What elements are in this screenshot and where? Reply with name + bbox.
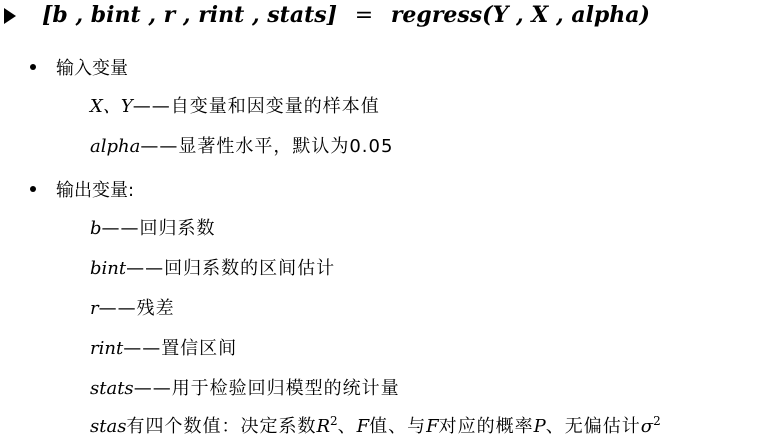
output-desc: ——用于检验回归模型的统计量 (133, 378, 400, 399)
bullet-icon (30, 186, 36, 192)
inputs-heading: 输入变量 (56, 58, 128, 79)
stats-note-text: 、无偏估计 (545, 416, 641, 437)
input-var: alpha (90, 136, 141, 157)
stats-note-text: 对应的概率 (438, 416, 534, 437)
formula-call: regress(Y , X , alpha) (390, 2, 650, 28)
output-var: r (90, 298, 99, 319)
output-item-stats (90, 374, 400, 400)
output-item-r (90, 294, 175, 320)
stats-note-text: 值、与 (369, 416, 427, 437)
stats-note-r: R (316, 416, 331, 437)
outputs-heading: 输出变量: (56, 180, 135, 201)
input-item-alpha (90, 132, 393, 158)
input-var: X、Y (90, 96, 133, 117)
output-var: rint (90, 338, 124, 359)
output-var: bint (90, 258, 127, 279)
stats-note-f: F (356, 416, 370, 437)
input-desc: ——显著性水平，默认为0.05 (140, 136, 394, 157)
output-item-bint (90, 254, 335, 280)
formula-equals: = (354, 3, 374, 28)
bullet-icon (30, 64, 36, 70)
stats-note-sigma-exp: 2 (653, 414, 661, 428)
stats-note-f: F (426, 416, 439, 437)
output-item-b (90, 214, 216, 240)
output-item-rint (90, 334, 237, 360)
formula-outputs: [b , bint , r , rint , stats] (42, 2, 338, 28)
output-var: stats (90, 378, 134, 399)
stats-note-sigma: σ (640, 416, 654, 437)
stats-note-p: P (533, 416, 546, 437)
regress-formula (42, 2, 650, 28)
input-desc: ——自变量和因变量的样本值 (132, 96, 380, 117)
stats-note-r-exp: 2 (330, 414, 338, 428)
input-item-xy (90, 92, 380, 118)
output-desc: ——残差 (98, 298, 175, 319)
stats-note (90, 412, 661, 438)
stats-note-text: 、 (337, 416, 357, 437)
output-desc: ——回归系数 (101, 218, 216, 239)
output-var: b (90, 218, 102, 239)
output-desc: ——回归系数的区间估计 (126, 258, 336, 279)
stats-note-text: 有四个数值：决定系数 (126, 416, 317, 437)
stats-note-var: stas (90, 416, 127, 437)
output-desc: ——置信区间 (123, 338, 238, 359)
arrow-bullet-icon (4, 8, 16, 24)
